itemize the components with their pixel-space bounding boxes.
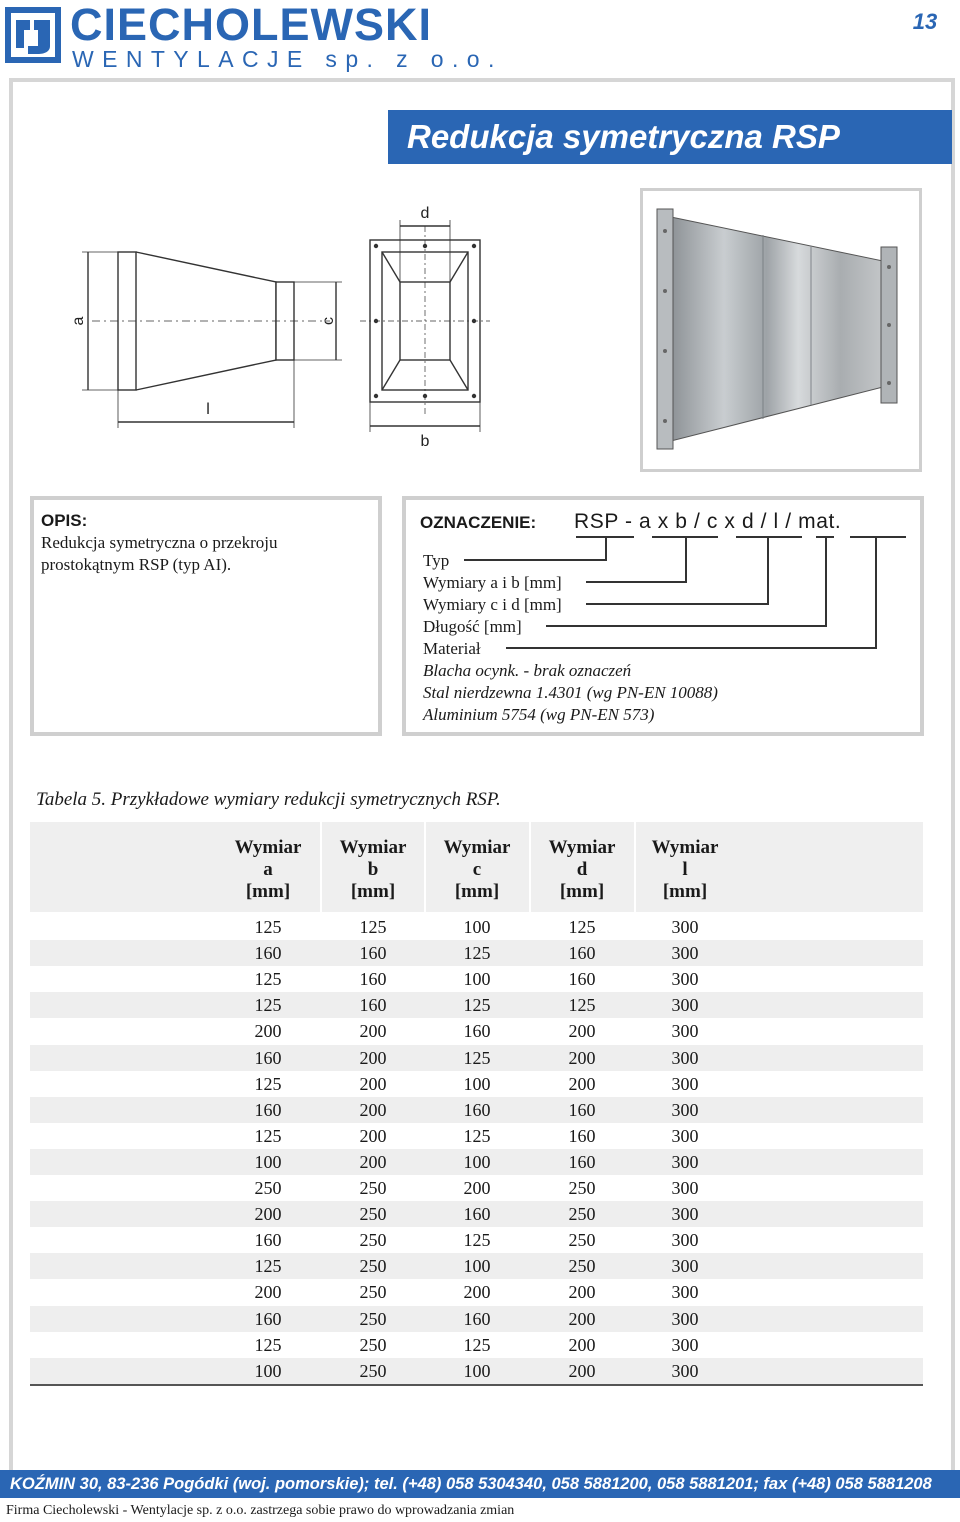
table-row	[30, 1097, 923, 1123]
dim-label-l: l	[206, 401, 210, 418]
table-cell: 160	[463, 1204, 491, 1225]
designation-line-length: Długość [mm]	[423, 617, 522, 636]
table-cell: 200	[359, 1021, 387, 1042]
designation-line-ab: Wymiary a i b [mm]	[423, 573, 562, 592]
table-cell: 100	[463, 1256, 491, 1277]
table-row	[30, 914, 923, 940]
table-cell: 250	[568, 1204, 596, 1225]
footer-note: Firma Ciecholewski - Wentylacje sp. z o.o. zastrzega sobie prawo do wprowadzania zmian	[6, 1503, 515, 1518]
table-cell: 100	[463, 1073, 491, 1094]
designation-line-cd: Wymiary c i d [mm]	[423, 595, 562, 614]
table-row	[30, 1071, 923, 1097]
table-cell: 160	[359, 969, 387, 990]
table-cell: 100	[254, 1360, 282, 1381]
table-cell: 200	[568, 1308, 596, 1329]
table-cell: 160	[463, 1021, 491, 1042]
table-cell: 125	[463, 1334, 491, 1355]
footer-address: KOŹMIN 30, 83-236 Pogódki (woj. pomorskie); tel. (+48) 058 5304340, 058 5881200, 058 5881201; fax (+48) 058 5881208	[0, 1470, 960, 1498]
table-cell: 250	[359, 1256, 387, 1277]
table-cell: 300	[671, 1099, 699, 1120]
table-row	[30, 1227, 923, 1253]
table-cell: 250	[359, 1282, 387, 1303]
table-cell: 160	[568, 943, 596, 964]
brand-name: CIECHOLEWSKI	[70, 0, 433, 50]
table-cell: 160	[254, 943, 282, 964]
table-cell: 200	[568, 1047, 596, 1068]
table-cell: 125	[254, 1125, 282, 1146]
table-cell: 125	[254, 995, 282, 1016]
dim-label-d: d	[420, 205, 430, 222]
table-cell: 300	[671, 995, 699, 1016]
table-cell: 250	[359, 1178, 387, 1198]
material-option: Stal nierdzewna 1.4301 (wg PN-EN 10088)	[423, 683, 718, 702]
table-cell: 200	[568, 1360, 596, 1381]
table-cell: 160	[359, 943, 387, 964]
column-header-b: Wymiar b [mm]	[339, 837, 407, 902]
table-cell: 200	[254, 1282, 282, 1303]
table-cell: 300	[671, 1021, 699, 1042]
table-cell: 125	[463, 995, 491, 1016]
table-row	[30, 1279, 923, 1305]
table-cell: 300	[671, 943, 699, 964]
table-cell: 300	[671, 1125, 699, 1146]
table-cell: 300	[671, 1230, 699, 1251]
table-bottom-rule	[30, 1384, 923, 1386]
table-cell: 160	[254, 1308, 282, 1329]
table-cell: 200	[568, 1021, 596, 1042]
designation-line-type: Typ	[423, 551, 450, 570]
table-cell: 250	[359, 1308, 387, 1329]
column-header-l: Wymiar l [mm]	[651, 837, 719, 902]
table-cell: 300	[671, 1178, 699, 1198]
table-cell: 160	[463, 1099, 491, 1120]
table-row	[30, 1253, 923, 1279]
table-row	[30, 1018, 923, 1044]
designation-code: RSP - a x b / c x d / l / mat.	[574, 510, 842, 533]
table-cell: 160	[568, 1099, 596, 1120]
designation-line-material: Materiał	[423, 639, 481, 658]
table-cell: 160	[254, 1230, 282, 1251]
table-row	[30, 966, 923, 992]
table-cell: 125	[254, 1334, 282, 1355]
table-cell: 100	[463, 1360, 491, 1381]
table-cell: 100	[463, 917, 491, 937]
table-cell: 125	[463, 1230, 491, 1251]
page-number: 13	[912, 9, 938, 34]
table-cell: 125	[568, 995, 596, 1016]
column-header-c: Wymiar c [mm]	[443, 837, 511, 902]
table-row	[30, 1332, 923, 1358]
table-cell: 100	[463, 1151, 491, 1172]
table-cell: 200	[254, 1204, 282, 1225]
table-caption: Tabela 5. Przykładowe wymiary redukcji symetrycznych RSP.	[36, 789, 501, 810]
table-cell: 250	[568, 1178, 596, 1198]
column-header-d: Wymiar d [mm]	[548, 837, 616, 902]
table-cell: 300	[671, 1308, 699, 1329]
description-title: OPIS:	[41, 511, 88, 530]
table-cell: 160	[568, 1151, 596, 1172]
table-cell: 160	[254, 1099, 282, 1120]
table-cell: 160	[463, 1308, 491, 1329]
description-text: Redukcja symetryczna o przekroju prostokątnym RSP (typ AI).	[41, 533, 278, 574]
table-cell: 200	[359, 1047, 387, 1068]
table-cell: 300	[671, 1151, 699, 1172]
designation-label: OZNACZENIE:	[420, 513, 537, 532]
table-cell: 250	[359, 1230, 387, 1251]
table-cell: 300	[671, 969, 699, 990]
table-row	[30, 940, 923, 966]
table-cell: 200	[568, 1334, 596, 1355]
table-cell: 160	[568, 1125, 596, 1146]
table-cell: 100	[254, 1151, 282, 1172]
table-cell: 200	[568, 1282, 596, 1303]
table-cell: 300	[671, 917, 699, 937]
table-cell: 300	[671, 1282, 699, 1303]
reducer-illustration-icon	[643, 191, 919, 469]
table-cell: 250	[359, 1360, 387, 1381]
table-row	[30, 1149, 923, 1175]
page-title: Redukcja symetryczna RSP	[388, 110, 952, 164]
table-row	[30, 992, 923, 1018]
table-cell: 250	[359, 1204, 387, 1225]
table-cell: 250	[568, 1230, 596, 1251]
table-row	[30, 1045, 923, 1071]
table-cell: 200	[359, 1073, 387, 1094]
product-photo	[640, 188, 922, 472]
table-cell: 250	[359, 1334, 387, 1355]
table-cell: 300	[671, 1334, 699, 1355]
table-cell: 125	[359, 917, 387, 937]
dim-label-b: b	[420, 433, 430, 450]
table-row	[30, 1201, 923, 1227]
table-cell: 125	[463, 1125, 491, 1146]
description-box	[30, 496, 382, 736]
table-cell: 125	[254, 969, 282, 990]
table-cell: 100	[463, 969, 491, 990]
table-cell: 250	[568, 1256, 596, 1277]
table-cell: 125	[254, 1073, 282, 1094]
dim-label-a: a	[70, 316, 87, 326]
table-header	[30, 822, 923, 912]
table-cell: 160	[568, 969, 596, 990]
table-cell: 125	[463, 1047, 491, 1068]
table-cell: 125	[568, 917, 596, 937]
table-cell: 125	[254, 1256, 282, 1277]
company-logo-icon	[4, 6, 62, 64]
table-cell: 300	[671, 1204, 699, 1225]
table-cell: 200	[463, 1178, 491, 1198]
table-row	[30, 1358, 923, 1384]
table-cell: 125	[463, 943, 491, 964]
column-header-a: Wymiar a [mm]	[234, 837, 302, 902]
material-option: Aluminium 5754 (wg PN-EN 573)	[423, 705, 655, 724]
table-cell: 200	[359, 1151, 387, 1172]
table-cell: 300	[671, 1047, 699, 1068]
technical-drawing	[40, 196, 560, 456]
table-cell: 200	[463, 1282, 491, 1303]
table-row	[30, 1306, 923, 1332]
table-row	[30, 1123, 923, 1149]
table-cell: 160	[254, 1047, 282, 1068]
dim-label-c: c	[320, 317, 337, 325]
brand-subtitle: WENTYLACJE sp. z o.o.	[72, 46, 503, 72]
table-cell: 200	[359, 1125, 387, 1146]
table-cell: 300	[671, 1073, 699, 1094]
material-option: Blacha ocynk. - brak oznaczeń	[423, 661, 632, 680]
table-cell: 125	[254, 917, 282, 937]
table-cell: 200	[359, 1099, 387, 1120]
table-cell: 300	[671, 1256, 699, 1277]
table-row	[30, 1175, 923, 1201]
table-cell: 250	[254, 1178, 282, 1198]
table-cell: 160	[359, 995, 387, 1016]
table-cell: 200	[254, 1021, 282, 1042]
table-cell: 300	[671, 1360, 699, 1381]
table-cell: 200	[568, 1073, 596, 1094]
